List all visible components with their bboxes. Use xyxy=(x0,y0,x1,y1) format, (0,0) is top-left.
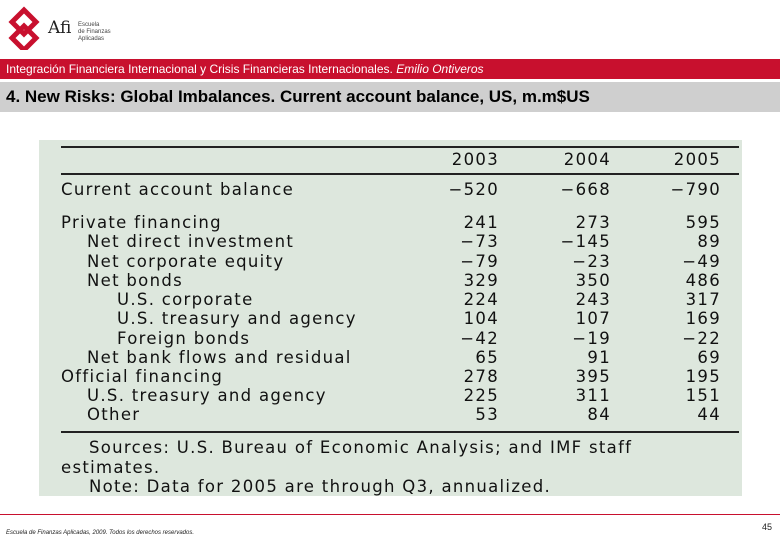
course-title: Integración Financiera Internacional y Crisis Financieras Internacionales. xyxy=(6,62,393,76)
table-row xyxy=(39,348,742,367)
column-header: 2003 xyxy=(451,150,499,169)
cell-value: −22 xyxy=(682,329,721,348)
cell-value: 224 xyxy=(463,290,499,309)
column-header: 2004 xyxy=(563,150,611,169)
slide-title: 4. New Risks: Global Imbalances. Current account balance, US, m.m$US xyxy=(0,82,780,112)
logo-wordmark: Afi xyxy=(48,18,72,38)
table-header-row xyxy=(39,150,742,169)
table-row xyxy=(39,329,742,348)
table-sources xyxy=(61,438,731,497)
table-bottom-rule xyxy=(61,431,739,433)
cell-value: 151 xyxy=(685,386,721,405)
row-label: Net bank flows and residual xyxy=(87,348,352,367)
row-label: Official financing xyxy=(61,367,224,386)
row-label: U.S. treasury and agency xyxy=(87,386,327,405)
cell-value: 195 xyxy=(685,367,721,386)
cell-value: 69 xyxy=(697,348,721,367)
afi-logo-icon xyxy=(6,6,42,50)
row-label: Foreign bonds xyxy=(117,329,251,348)
cell-value: 44 xyxy=(697,405,721,424)
cell-value: 317 xyxy=(685,290,721,309)
cell-value: −19 xyxy=(572,329,611,348)
author-name: Emilio Ontiveros xyxy=(396,62,484,76)
cell-value: 486 xyxy=(685,271,721,290)
table-row xyxy=(39,386,742,405)
table-top-rule xyxy=(61,146,739,148)
cell-value: −73 xyxy=(460,232,499,251)
table-header-rule xyxy=(61,173,739,175)
row-label: Current account balance xyxy=(61,180,295,199)
row-label: Net bonds xyxy=(87,271,184,290)
cell-value: 169 xyxy=(685,309,721,328)
table-row xyxy=(39,309,742,328)
course-header-bar xyxy=(0,59,780,79)
logo-subtitle: Escuela de Finanzas Aplicadas xyxy=(78,22,111,42)
cell-value: 107 xyxy=(575,309,611,328)
table-row xyxy=(39,290,742,309)
cell-value: 243 xyxy=(575,290,611,309)
cell-value: 350 xyxy=(575,271,611,290)
copyright-footer: Escuela de Finanzas Aplicadas, 2009. Todos los derechos reservados. xyxy=(6,530,195,536)
cell-value: 89 xyxy=(697,232,721,251)
page-number: 45 xyxy=(761,522,772,532)
row-label: U.S. corporate xyxy=(117,290,254,309)
cell-value: 225 xyxy=(463,386,499,405)
table-row xyxy=(39,232,742,251)
cell-value: −23 xyxy=(572,252,611,271)
cell-value: 104 xyxy=(463,309,499,328)
table-note: Note: Data for 2005 are through Q3, annualized. xyxy=(89,477,552,496)
cell-value: −790 xyxy=(670,180,721,199)
cell-value: −79 xyxy=(460,252,499,271)
sources-text: Sources: U.S. Bureau of Economic Analysis; and IMF staff xyxy=(89,438,633,457)
cell-value: 595 xyxy=(685,213,721,232)
cell-value: 395 xyxy=(575,367,611,386)
footer-rule xyxy=(0,514,780,515)
cell-value: −42 xyxy=(460,329,499,348)
cell-value: 273 xyxy=(575,213,611,232)
table-row xyxy=(39,367,742,386)
cell-value: 329 xyxy=(463,271,499,290)
row-label: Net corporate equity xyxy=(87,252,285,271)
sources-text-cont: estimates. xyxy=(61,457,161,477)
cell-value: 91 xyxy=(587,348,611,367)
column-header: 2005 xyxy=(673,150,721,169)
row-label: Private financing xyxy=(61,213,222,232)
cell-value: −520 xyxy=(448,180,499,199)
cell-value: 53 xyxy=(475,405,499,424)
current-account-table xyxy=(39,140,742,496)
table-row xyxy=(39,213,742,232)
row-label: U.S. treasury and agency xyxy=(117,309,357,328)
table-row xyxy=(39,180,742,199)
table-row xyxy=(39,252,742,271)
table-row xyxy=(39,405,742,424)
cell-value: 311 xyxy=(575,386,611,405)
cell-value: −145 xyxy=(560,232,611,251)
cell-value: 241 xyxy=(463,213,499,232)
cell-value: 278 xyxy=(463,367,499,386)
table-row xyxy=(39,271,742,290)
row-label: Net direct investment xyxy=(87,232,295,251)
cell-value: 84 xyxy=(587,405,611,424)
afi-logo xyxy=(6,6,116,52)
row-label: Other xyxy=(87,405,141,424)
cell-value: 65 xyxy=(475,348,499,367)
cell-value: −668 xyxy=(560,180,611,199)
cell-value: −49 xyxy=(682,252,721,271)
